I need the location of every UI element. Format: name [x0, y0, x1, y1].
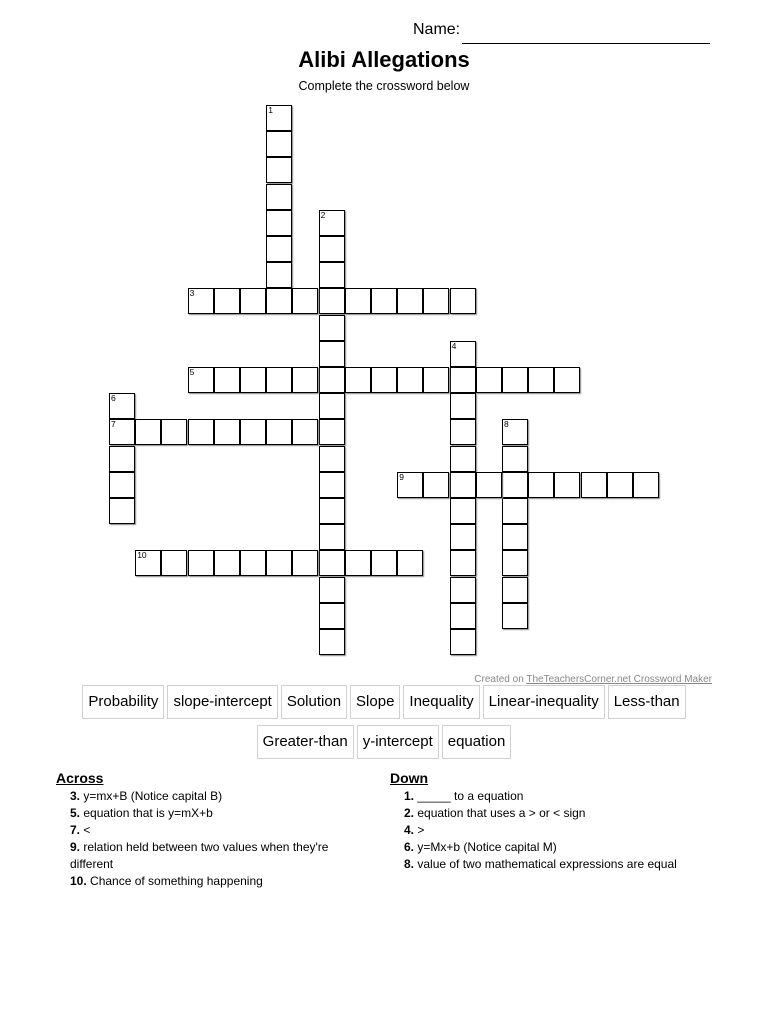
word-bank-row-2	[0, 725, 768, 759]
crossword-cell[interactable]	[292, 550, 318, 576]
crossword-cell[interactable]	[397, 288, 423, 314]
crossword-cell[interactable]	[528, 367, 554, 393]
crossword-cell[interactable]	[502, 367, 528, 393]
crossword-cell[interactable]	[450, 393, 476, 419]
down-clue	[390, 856, 720, 873]
crossword-cell[interactable]	[397, 550, 423, 576]
word-bank-item: Solution	[281, 685, 347, 719]
crossword-cell[interactable]	[371, 367, 397, 393]
crossword-cell[interactable]	[214, 288, 240, 314]
across-clue	[56, 788, 356, 805]
crossword-cell[interactable]	[423, 472, 449, 498]
crossword-cell[interactable]	[266, 262, 292, 288]
crossword-cell[interactable]	[266, 157, 292, 183]
crossword-cell[interactable]	[214, 419, 240, 445]
crossword-cell[interactable]	[345, 367, 371, 393]
crossword-cell[interactable]	[319, 315, 345, 341]
clue-number-label: 8	[504, 419, 509, 430]
down-clues	[390, 769, 720, 873]
clue-text: _____ to a equation	[414, 789, 524, 803]
crossword-cell[interactable]	[266, 210, 292, 236]
crossword-cell[interactable]	[319, 446, 345, 472]
credit-prefix: Created on	[474, 674, 527, 685]
word-bank-item: Greater-than	[257, 725, 354, 759]
clue-number: 2.	[404, 806, 415, 820]
crossword-cell[interactable]	[319, 393, 345, 419]
crossword-cell[interactable]	[109, 472, 135, 498]
crossword-cell[interactable]	[581, 472, 607, 498]
crossword-cell[interactable]	[450, 603, 476, 629]
crossword-cell[interactable]	[161, 419, 187, 445]
crossword-cell[interactable]	[266, 131, 292, 157]
crossword-cell[interactable]	[476, 472, 502, 498]
crossword-cell[interactable]	[319, 262, 345, 288]
across-clue	[56, 839, 356, 873]
crossword-cell[interactable]	[476, 367, 502, 393]
crossword-cell[interactable]	[214, 550, 240, 576]
clue-number: 5.	[70, 806, 81, 820]
crossword-cell[interactable]	[319, 367, 345, 393]
across-clue	[56, 822, 356, 839]
crossword-cell[interactable]	[450, 577, 476, 603]
crossword-cell[interactable]	[319, 472, 345, 498]
word-bank-item: y-intercept	[357, 725, 439, 759]
crossword-cell[interactable]	[633, 472, 659, 498]
crossword-cell[interactable]	[450, 419, 476, 445]
clue-number-label: 4	[451, 340, 457, 351]
clue-text: relation held between two values when they're different	[70, 840, 329, 871]
crossword-cell[interactable]	[423, 367, 449, 393]
crossword-cell[interactable]	[554, 472, 580, 498]
crossword-cell[interactable]	[188, 550, 214, 576]
crossword-cell[interactable]	[319, 341, 345, 367]
crossword-cell[interactable]	[266, 419, 292, 445]
clue-number-label: 6	[111, 393, 116, 404]
crossword-cell[interactable]	[554, 367, 580, 393]
crossword-cell[interactable]	[502, 550, 528, 576]
page-subtitle: Complete the crossword below	[298, 79, 470, 93]
crossword-cell[interactable]	[450, 367, 476, 393]
crossword-cell[interactable]	[345, 550, 371, 576]
clue-text: equation that uses a > or < sign	[414, 806, 586, 820]
clue-text: equation that is y=mX+b	[80, 806, 213, 820]
clue-text: y=mx+B (Notice capital B)	[80, 789, 223, 803]
crossword-cell[interactable]	[109, 498, 135, 524]
crossword-cell[interactable]	[502, 524, 528, 550]
crossword-cell[interactable]	[319, 419, 345, 445]
crossword-cell[interactable]	[266, 288, 292, 314]
credit-line	[474, 674, 712, 685]
crossword-cell[interactable]	[371, 288, 397, 314]
crossword-cell[interactable]	[450, 472, 476, 498]
word-bank-item: Less-than	[608, 685, 686, 719]
crossword-cell[interactable]	[450, 498, 476, 524]
crossword-cell[interactable]	[188, 419, 214, 445]
clue-number: 3.	[70, 789, 81, 803]
crossword-cell[interactable]	[292, 288, 318, 314]
word-bank-item: Probability	[82, 685, 164, 719]
clue-text: y=Mx+b (Notice capital M)	[414, 840, 557, 854]
clue-number-label: 3	[189, 288, 195, 299]
crossword-cell[interactable]	[502, 577, 528, 603]
credit-link[interactable]: TheTeachersCorner.net Crossword Maker	[526, 674, 712, 685]
word-bank-row-1	[0, 685, 768, 719]
word-bank-item: Linear-inequality	[483, 685, 605, 719]
crossword-cell[interactable]	[607, 472, 633, 498]
crossword-cell[interactable]	[266, 184, 292, 210]
crossword-cell[interactable]	[240, 367, 266, 393]
across-clue	[56, 805, 356, 822]
down-heading: Down	[390, 770, 429, 786]
crossword-cell[interactable]	[450, 288, 476, 314]
word-bank-item: slope-intercept	[167, 685, 277, 719]
crossword-cell[interactable]	[319, 603, 345, 629]
crossword-cell[interactable]	[502, 498, 528, 524]
clue-number-label: 10	[137, 550, 147, 561]
crossword-cell[interactable]	[319, 236, 345, 262]
crossword-cell[interactable]	[502, 472, 528, 498]
across-clues	[56, 769, 356, 890]
crossword-cell[interactable]	[240, 419, 266, 445]
crossword-cell[interactable]	[319, 550, 345, 576]
crossword-cell[interactable]	[135, 419, 161, 445]
crossword-cell[interactable]	[240, 550, 266, 576]
crossword-cell[interactable]	[397, 367, 423, 393]
clue-number: 9.	[70, 840, 81, 854]
across-clue	[56, 873, 356, 890]
clue-number-label: 7	[111, 419, 116, 430]
clue-number: 6.	[404, 840, 415, 854]
across-heading: Across	[56, 770, 104, 786]
crossword-cell[interactable]	[319, 629, 345, 655]
clue-text: value of two mathematical expressions are equal	[414, 857, 677, 871]
word-bank-item: equation	[442, 725, 512, 759]
clue-number: 8.	[404, 857, 415, 871]
crossword-cell[interactable]	[319, 498, 345, 524]
crossword-cell[interactable]	[450, 524, 476, 550]
clue-text: >	[414, 823, 425, 837]
clue-text: Chance of something happening	[86, 874, 263, 888]
clue-number-label: 9	[399, 471, 404, 482]
crossword-cell[interactable]	[319, 288, 345, 314]
clue-number: 10.	[70, 874, 87, 888]
crossword-cell[interactable]	[266, 236, 292, 262]
crossword-cell[interactable]	[371, 550, 397, 576]
word-bank-item: Slope	[350, 685, 400, 719]
crossword-cell[interactable]	[214, 367, 240, 393]
crossword-cell[interactable]	[319, 577, 345, 603]
page-title: Alibi Allegations	[298, 47, 470, 72]
crossword-cell[interactable]	[292, 419, 318, 445]
crossword-cell[interactable]	[161, 550, 187, 576]
name-label: Name:	[413, 21, 461, 38]
clue-text: <	[80, 823, 91, 837]
clue-number-label: 2	[320, 209, 326, 220]
clue-number: 4.	[404, 823, 415, 837]
clue-number-label: 1	[268, 105, 273, 115]
crossword-cell[interactable]	[450, 446, 476, 472]
crossword-cell[interactable]	[450, 550, 476, 576]
crossword-cell[interactable]	[528, 472, 554, 498]
clue-number-label: 5	[189, 367, 195, 377]
crossword-cell[interactable]	[450, 629, 476, 655]
crossword-cell[interactable]	[109, 446, 135, 472]
crossword-cell[interactable]	[345, 288, 371, 314]
down-clue	[390, 822, 720, 839]
crossword-cell[interactable]	[240, 288, 266, 314]
crossword-cell[interactable]	[502, 603, 528, 629]
crossword-cell[interactable]	[266, 550, 292, 576]
crossword-cell[interactable]	[423, 288, 449, 314]
clue-number: 7.	[70, 823, 81, 837]
crossword-cell[interactable]	[266, 367, 292, 393]
down-clue	[390, 839, 720, 856]
down-clue	[390, 805, 720, 822]
crossword-cell[interactable]	[319, 524, 345, 550]
crossword-cell[interactable]	[292, 367, 318, 393]
down-clue	[390, 788, 720, 805]
crossword-cell[interactable]	[502, 446, 528, 472]
word-bank-item: Inequality	[403, 685, 479, 719]
clue-number: 1.	[404, 789, 415, 803]
